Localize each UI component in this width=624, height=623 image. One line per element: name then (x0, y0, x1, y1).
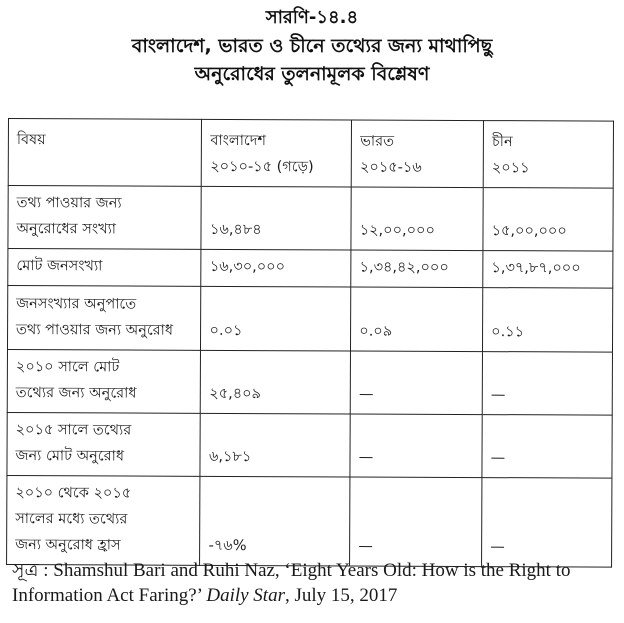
header-subject-label: বিষয় (16, 132, 46, 149)
table-caption (0, 4, 624, 88)
table-row (8, 249, 613, 289)
cell-china: — (482, 415, 612, 479)
header-bangladesh-period: ২০১০-১৫ (গড়ে) (210, 158, 314, 176)
row-subject (7, 286, 201, 351)
cell-china: ১,৩৭,৮৭,০০০ (483, 251, 613, 289)
subject-line: তথ্য পাওয়ার জন্য অনুরোধ (16, 322, 174, 339)
table-row (8, 186, 613, 252)
cell-bangladesh: -৭৬% (200, 476, 350, 566)
row-subject (7, 349, 201, 413)
cell-india: — (350, 351, 482, 415)
comparison-table (6, 118, 614, 568)
source-date: , July 15, 2017 (284, 585, 398, 606)
header-china-period: ২০১১ (491, 160, 530, 177)
row-subject (8, 249, 202, 287)
cell-bangladesh: ২৫,৪০৯ (201, 350, 351, 414)
row-subject (7, 412, 201, 476)
subject-line: জন্য অনুরোধ হ্রাস (15, 537, 121, 554)
subject-line: জন্য মোট অনুরোধ (15, 448, 124, 465)
source-citation (12, 558, 612, 608)
header-china-label: চীন (491, 134, 513, 151)
header-row (8, 119, 613, 189)
table-row (7, 475, 612, 567)
cell-china: — (482, 478, 612, 568)
table-row (7, 349, 612, 415)
source-text: Shamshul Bari and Ruhi Naz, ‘Eight Years Old: How is the Right to Information Act Faring?’ (12, 560, 571, 606)
cell-china: ১৫,০০,০০০ (483, 188, 613, 252)
cell-india: ১২,০০,০০০ (351, 187, 483, 251)
cell-india: ১,৩৪,৪২,০০০ (351, 250, 483, 288)
subject-line: ২০১০ সালে মোট (15, 359, 120, 376)
subject-line: জনসংখ্যার অনুপাতে (16, 296, 137, 313)
header-india-period: ২০১৫-১৬ (359, 159, 422, 176)
source-prefix: সূত্র : (12, 560, 54, 581)
cell-bangladesh: ১৬,৪৮৪ (201, 186, 351, 250)
header-bangladesh-label: বাংলাদেশ (210, 132, 266, 150)
subject-line: মোট জনসংখ্যা (16, 258, 103, 275)
table-title-line-1: বাংলাদেশ, ভারত ও চীনে তথ্যের জন্য মাথাপিছু (131, 35, 493, 57)
header-india (351, 120, 483, 188)
subject-line: ২০১০ থেকে ২০১৫ (15, 485, 132, 502)
subject-line: তথ্যের জন্য অনুরোধ (15, 385, 137, 402)
cell-india: ০.০৯ (351, 287, 483, 352)
table-title-line-2: অনুরোধের তুলনামূলক বিশ্লেষণ (194, 63, 430, 85)
cell-china: — (482, 352, 612, 416)
cell-india: — (350, 477, 482, 567)
subject-line: সালের মধ্যে তথ্যের (15, 511, 128, 528)
table-row (7, 412, 612, 478)
row-subject (7, 475, 201, 565)
cell-bangladesh: ০.০১ (201, 286, 351, 351)
cell-bangladesh: ৬,১৮১ (200, 413, 350, 477)
table-row (7, 286, 612, 353)
cell-bangladesh: ১৬,৩০,০০০ (201, 249, 351, 287)
header-bangladesh (202, 119, 352, 187)
header-china (483, 121, 613, 189)
subject-line: ২০১৫ সালে তথ্যের (15, 422, 132, 439)
cell-india: — (350, 414, 482, 478)
subject-line: অনুরোধের সংখ্যা (16, 221, 117, 238)
row-subject (8, 186, 202, 250)
header-india-label: ভারত (360, 133, 395, 150)
subject-line: তথ্য পাওয়ার জন্য (16, 195, 122, 212)
source-publication: Daily Star (206, 585, 285, 606)
header-subject (8, 119, 202, 187)
cell-china: ০.১১ (483, 288, 613, 353)
table-number: সারণি-১৪.৪ (265, 7, 359, 28)
